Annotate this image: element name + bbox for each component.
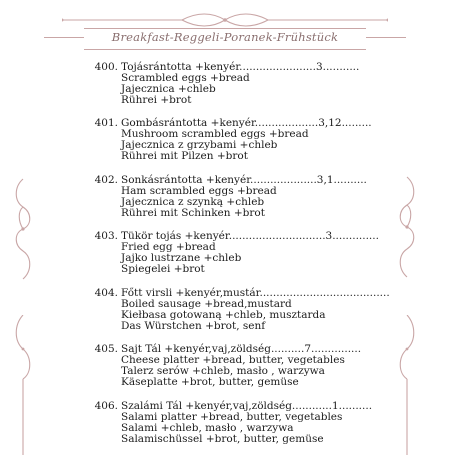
item-name-de: Spiegelei +brot [121,263,205,275]
item-name-hu: Tükör tojás +kenyér.............................3.............. [121,230,379,242]
item-number: 402. [94,174,118,186]
item-number: 405. [94,343,118,355]
item-name-hu: Szalámi Tál +kenyér,vaj,zöldség............1.......... [121,400,373,412]
item-name-en: Fried egg +bread [121,241,216,253]
section-title: Breakfast-Reggeli-Poranek-Frühstück [111,30,339,44]
item-name-de: Rührei mit Schinken +brot [121,207,265,219]
left-lower-ornament [10,315,36,455]
item-name-pl: Jajecznica z grzybami +chleb [121,139,278,151]
item-number: 401. [94,117,118,129]
top-flourish-ornament [62,10,388,30]
item-name-en: Boiled sausage +bread,mustard [121,298,292,310]
item-name-de: Das Würstchen +brot, senf [121,320,266,332]
item-name-pl: Salami +chleb, masło , warzywa [121,422,294,434]
item-name-en: Salami platter +bread, butter, vegetables [121,411,343,423]
item-name-en: Cheese platter +bread, butter, vegetables [121,354,345,366]
item-name-de: Rührei +brot [121,94,192,106]
item-name-en: Scrambled eggs +bread [121,72,250,84]
left-scroll-ornament [10,177,36,281]
item-name-de: Käseplatte +brot, butter, gemüse [121,376,299,388]
right-lower-ornament [394,315,420,455]
item-name-de: Salamischüssel +brot, butter, gemüse [121,433,324,445]
right-scroll-ornament [394,175,420,279]
item-name-en: Mushroom scrambled eggs +bread [121,128,309,140]
item-name-hu: Sajt Tál +kenyér,vaj,zöldség..........7............... [121,343,362,355]
item-name-hu: Tojásrántotta +kenyér.......................3........... [121,61,360,73]
item-name-hu: Sonkásrántotta +kenyér....................3,1.......... [121,174,367,186]
item-name-pl: Jajecznica +chleb [121,83,216,95]
item-number: 404. [94,287,118,299]
item-name-pl: Jajecznica z szynką +chleb [121,196,265,208]
item-name-pl: Kiełbasa gotowaną +chleb, musztarda [121,309,326,321]
item-name-en: Ham scrambled eggs +bread [121,185,277,197]
item-name-pl: Jajko lustrzane +chleb [121,252,242,264]
item-name-pl: Talerz serów +chleb, masło , warzywa [121,365,325,377]
item-number: 400. [94,61,118,73]
item-name-hu: Gombásrántotta +kenyér...................3,12......... [121,117,372,129]
item-number: 406. [94,400,118,412]
item-number: 403. [94,230,118,242]
item-name-hu: Főtt virsli +kenyér,mustár....................................... [121,287,390,299]
section-header [84,28,366,50]
item-name-de: Rührei mit Pilzen +brot [121,150,248,162]
